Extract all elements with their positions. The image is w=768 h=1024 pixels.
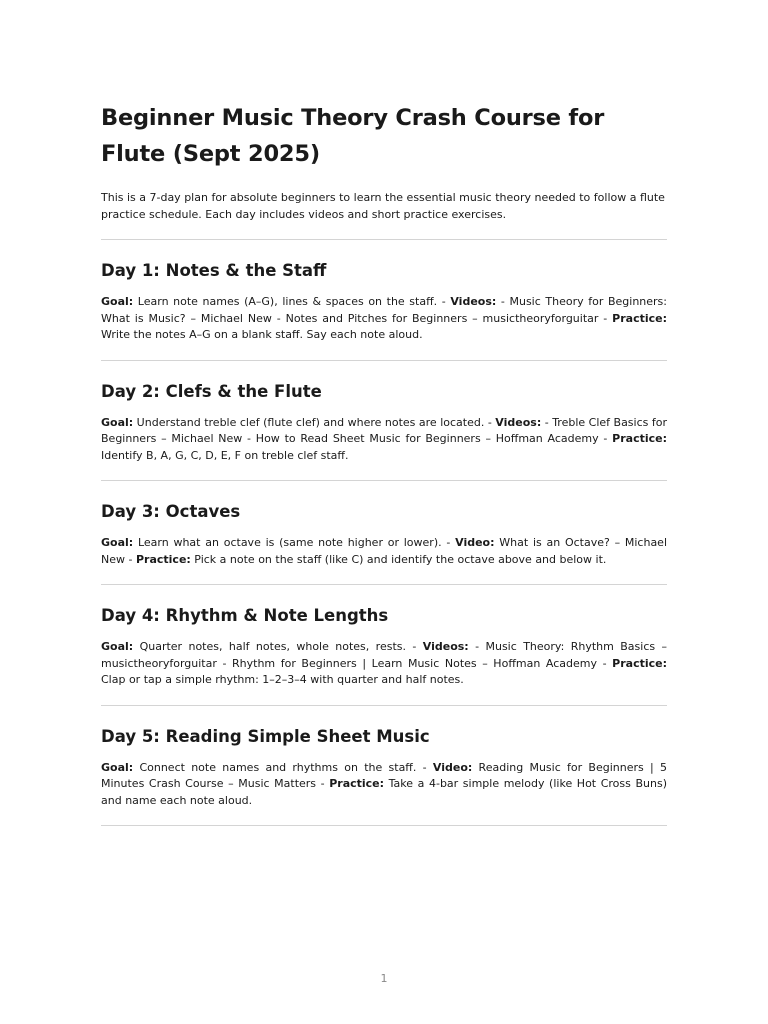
section-divider bbox=[101, 360, 667, 361]
document-title: Beginner Music Theory Crash Course for Flute (Sept 2025) bbox=[101, 105, 605, 167]
section-divider bbox=[101, 825, 667, 826]
section-divider bbox=[101, 480, 667, 481]
section-divider bbox=[101, 239, 667, 240]
goal-label: Goal: bbox=[101, 760, 134, 774]
goal-label: Goal: bbox=[101, 640, 134, 653]
goal-label: Goal: bbox=[101, 536, 134, 549]
videos-label: Videos: bbox=[422, 640, 469, 653]
goal-text: Understand treble clef (flute clef) and where notes are located. - bbox=[133, 415, 496, 429]
practice-text: Write the notes A–G on a blank staff. Say each note aloud. bbox=[101, 328, 423, 341]
goal-text: Learn what an octave is (same note higher or lower). - bbox=[133, 536, 456, 549]
goal-text: Quarter notes, half notes, whole notes, rests. - bbox=[133, 640, 423, 653]
videos-label: Video: bbox=[432, 760, 473, 774]
practice-text: Take a 4-bar simple melody (like Hot Cross Buns) and name each note aloud. bbox=[101, 777, 667, 807]
practice-text: Pick a note on the staff (like C) and identify the octave above and below it. bbox=[190, 552, 607, 566]
day-heading: Day 1: Notes & the Staff bbox=[101, 261, 327, 280]
day-section-5 bbox=[101, 726, 667, 810]
day-section-4 bbox=[101, 605, 667, 689]
day-section-2 bbox=[101, 381, 667, 465]
videos-text: Reading Music for Beginners | 5 Minutes Crash Course – Music Matters - bbox=[101, 760, 667, 790]
practice-text: Identify B, A, G, C, D, E, F on treble clef staff. bbox=[101, 448, 349, 462]
document-body bbox=[101, 100, 667, 826]
videos-text: - Music Theory for Beginners: What is Music? – Michael New - Notes and Pitches for Beginners – musictheoryforguitar - bbox=[101, 295, 667, 325]
day-heading: Day 4: Rhythm & Note Lengths bbox=[101, 606, 389, 625]
day-section-1 bbox=[101, 260, 667, 344]
day-details bbox=[101, 415, 667, 465]
day-details bbox=[101, 639, 667, 689]
intro-paragraph: This is a 7-day plan for absolute beginners to learn the essential music theory needed to follow a flute practice schedule. Each day includes videos and short practice exercises. bbox=[101, 191, 665, 221]
videos-label: Videos: bbox=[450, 295, 497, 308]
practice-label: Practice: bbox=[612, 432, 667, 445]
day-details bbox=[101, 760, 667, 810]
page-number: 1 bbox=[380, 972, 388, 985]
day-heading: Day 3: Octaves bbox=[101, 502, 241, 521]
videos-label: Videos: bbox=[495, 415, 542, 429]
practice-text: Clap or tap a simple rhythm: 1–2–3–4 with quarter and half notes. bbox=[101, 673, 464, 686]
practice-label: Practice: bbox=[135, 552, 191, 566]
videos-text: - Music Theory: Rhythm Basics – musictheoryforguitar - Rhythm for Beginners | Learn Music Notes – Hoffman Academy - bbox=[101, 640, 667, 670]
section-divider bbox=[101, 584, 667, 585]
practice-label: Practice: bbox=[612, 656, 667, 670]
day-heading: Day 5: Reading Simple Sheet Music bbox=[101, 726, 430, 746]
goal-text: Connect note names and rhythms on the staff. - bbox=[133, 760, 433, 774]
goal-text: Learn note names (A–G), lines & spaces on the staff. - bbox=[133, 295, 451, 308]
day-details bbox=[101, 535, 667, 568]
videos-text: - Treble Clef Basics for Beginners – Michael New - How to Read Sheet Music for Beginners – Hoffman Academy - bbox=[101, 415, 667, 445]
day-details bbox=[101, 294, 667, 344]
videos-label: Video: bbox=[455, 536, 495, 549]
videos-text: What is an Octave? – Michael New - bbox=[101, 536, 668, 566]
goal-label: Goal: bbox=[101, 295, 134, 308]
day-heading: Day 2: Clefs & the Flute bbox=[101, 381, 322, 401]
day-section-3 bbox=[101, 501, 667, 568]
practice-label: Practice: bbox=[329, 777, 385, 790]
practice-label: Practice: bbox=[612, 311, 667, 325]
section-divider bbox=[101, 705, 667, 706]
goal-label: Goal: bbox=[101, 415, 134, 429]
